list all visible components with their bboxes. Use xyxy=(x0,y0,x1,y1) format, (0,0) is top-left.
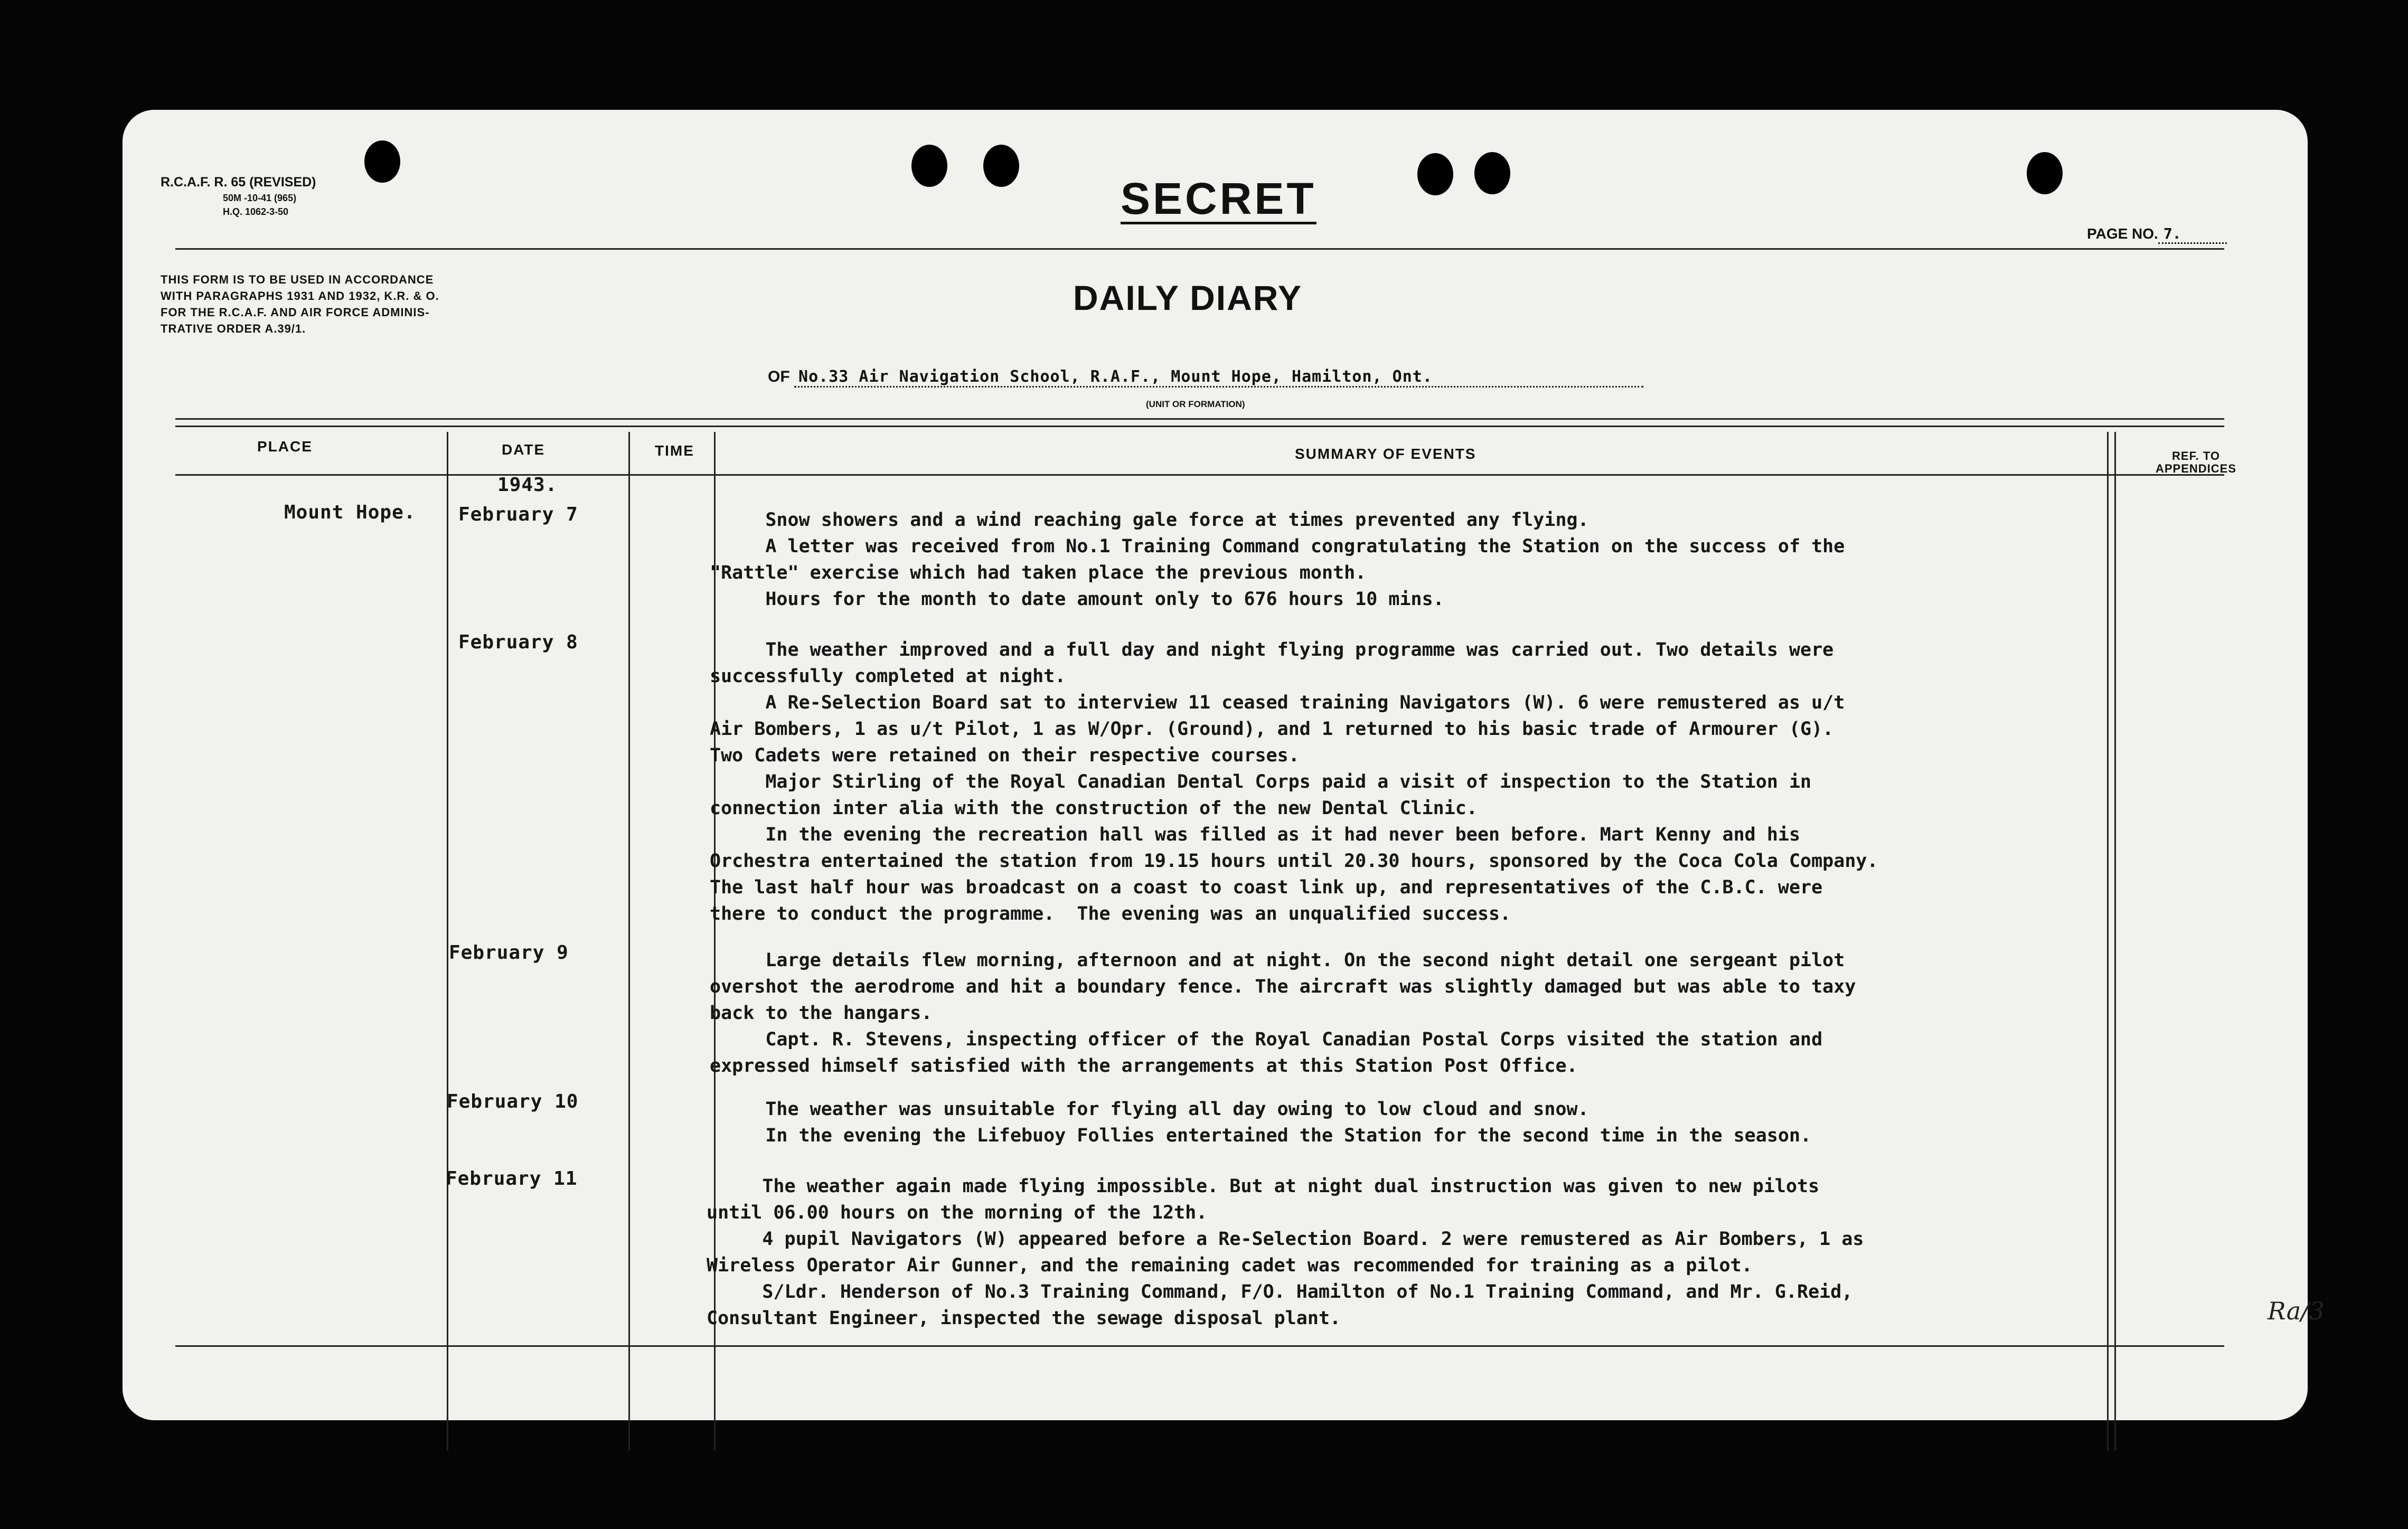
unit-prefix: OF xyxy=(768,368,790,385)
punch-hole-2 xyxy=(911,145,947,187)
table-top-rule xyxy=(175,418,2224,420)
date-entry-feb-11: February 11 xyxy=(446,1168,578,1190)
page-number-value: 7. xyxy=(2158,225,2227,244)
punch-hole-5 xyxy=(1474,152,1510,194)
column-divider-date xyxy=(447,432,448,1451)
date-entry-feb-9: February 9 xyxy=(449,942,569,964)
unit-value: No.33 Air Navigation School, R.A.F., Mount Hope, Hamilton, Ont. xyxy=(794,367,1643,388)
date-entry-feb-10: February 10 xyxy=(447,1091,579,1112)
column-header-date: DATE xyxy=(502,441,545,458)
column-header-summary: SUMMARY OF EVENTS xyxy=(1295,446,1476,462)
appendix-initials: Ra/3 xyxy=(2268,1297,2325,1325)
summary-entry-feb-8: The weather improved and a full day and night flying programme was carried out. Two details were successfully completed at night. A Re-Selection Board sat to interview 11 ceased training Navigators (W). 6 were remustered as u/t Air Bombers, 1 as u/t Pilot, 1 as W/Opr. (Ground), and 1 returned to his basic trade of Armourer (G). Two Cadets were retained on their respective courses. Major Stirling of the Royal Canadian Dental Corps paid a visit of inspection to the Station in connection inter alia with the construction of the new Dental Clinic. In the evening the recreation hall was filled as it had never been before. Mart Kenny and his Orchestra entertained the station from 19.15 hours until 20.30 hours, sponsored by the Coca Cola Company. The last half hour was broadcast on a coast to coast link up, and representatives of the C.B.C. were there to conduct the programme. The evening was an unqualified success. xyxy=(710,639,1878,924)
header-divider xyxy=(175,248,2224,250)
place-entry: Mount Hope. xyxy=(284,502,416,523)
punch-hole-1 xyxy=(364,140,400,183)
unit-line xyxy=(768,367,1643,388)
page-number xyxy=(2087,225,2227,244)
date-entry-feb-7: February 7 xyxy=(458,504,578,525)
column-header-rule xyxy=(175,474,2224,476)
diary-year: 1943. xyxy=(497,474,558,496)
summary-entry-feb-7: Snow showers and a wind reaching gale force at times prevented any flying. A letter was received from No.1 Training Command congratulating the Station on the success of the "Rattle" exercise which had taken place the previous month. Hours for the month to date amount only to 676 hours 10 mins. xyxy=(710,509,1845,610)
column-header-time: TIME xyxy=(655,442,694,459)
form-identifier: R.C.A.F. R. 65 (REVISED) 50M -10-41 (965) H.Q. 1062-3-50 xyxy=(161,175,316,217)
secret-heading: SECRET xyxy=(1121,174,1316,223)
form-title: DAILY DIARY xyxy=(1073,278,1302,317)
unit-caption: (UNIT OR FORMATION) xyxy=(1146,399,1245,409)
summary-entry-feb-11: The weather again made flying impossible. But at night dual instruction was given to new pilots until 06.00 hours on the morning of the 12th. 4 pupil Navigators (W) appeared before a Re-Selection Board. 2 were remustered as Air Bombers, 1 as Wireless Operator Air Gunner, and the remaining cadet was recommended for training as a pilot. S/Ldr. Henderson of No.3 Training Command, F/O. Hamilton of No.1 Training Command, and Mr. G.Reid, Consultant Engineer, inspected the sewage disposal plant. xyxy=(707,1176,1864,1329)
diary-form-sheet xyxy=(123,110,2325,1420)
column-divider-ref-2 xyxy=(2114,432,2116,1451)
summary-entry-feb-9: Large details flew morning, afternoon and at night. On the second night detail one sergeant pilot overshot the aerodrome and hit a boundary fence. The aircraft was slightly damaged but was able to taxy back to the hangars. Capt. R. Stevens, inspecting officer of the Royal Canadian Postal Corps visited the station and expressed himself satisfied with the arrangements at this Station Post Office. xyxy=(710,950,1856,1077)
summary-entry-feb-10: The weather was unsuitable for flying all day owing to low cloud and snow. In the evening the Lifebuoy Follies entertained the Station for the second time in the season. xyxy=(710,1099,1812,1146)
column-header-place: PLACE xyxy=(257,438,313,455)
column-header-ref: REF. TO APPENDICES xyxy=(2156,449,2237,475)
punch-hole-3 xyxy=(983,145,1019,187)
date-entry-feb-8: February 8 xyxy=(458,631,578,653)
table-top-rule-2 xyxy=(175,426,2224,427)
punch-hole-4 xyxy=(1417,153,1453,195)
page-number-label: PAGE NO. xyxy=(2087,225,2158,242)
column-divider-time xyxy=(628,432,630,1451)
form-instructions: THIS FORM IS TO BE USED IN ACCORDANCE WITH PARAGRAPHS 1931 AND 1932, K.R. & O. FOR THE R.C.A.F. AND AIR FORCE ADMINIS- TRATIVE ORDER A.39/1. xyxy=(161,273,439,335)
column-divider-ref xyxy=(2107,432,2109,1451)
table-bottom-rule xyxy=(175,1345,2224,1347)
punch-hole-6 xyxy=(2027,152,2063,194)
